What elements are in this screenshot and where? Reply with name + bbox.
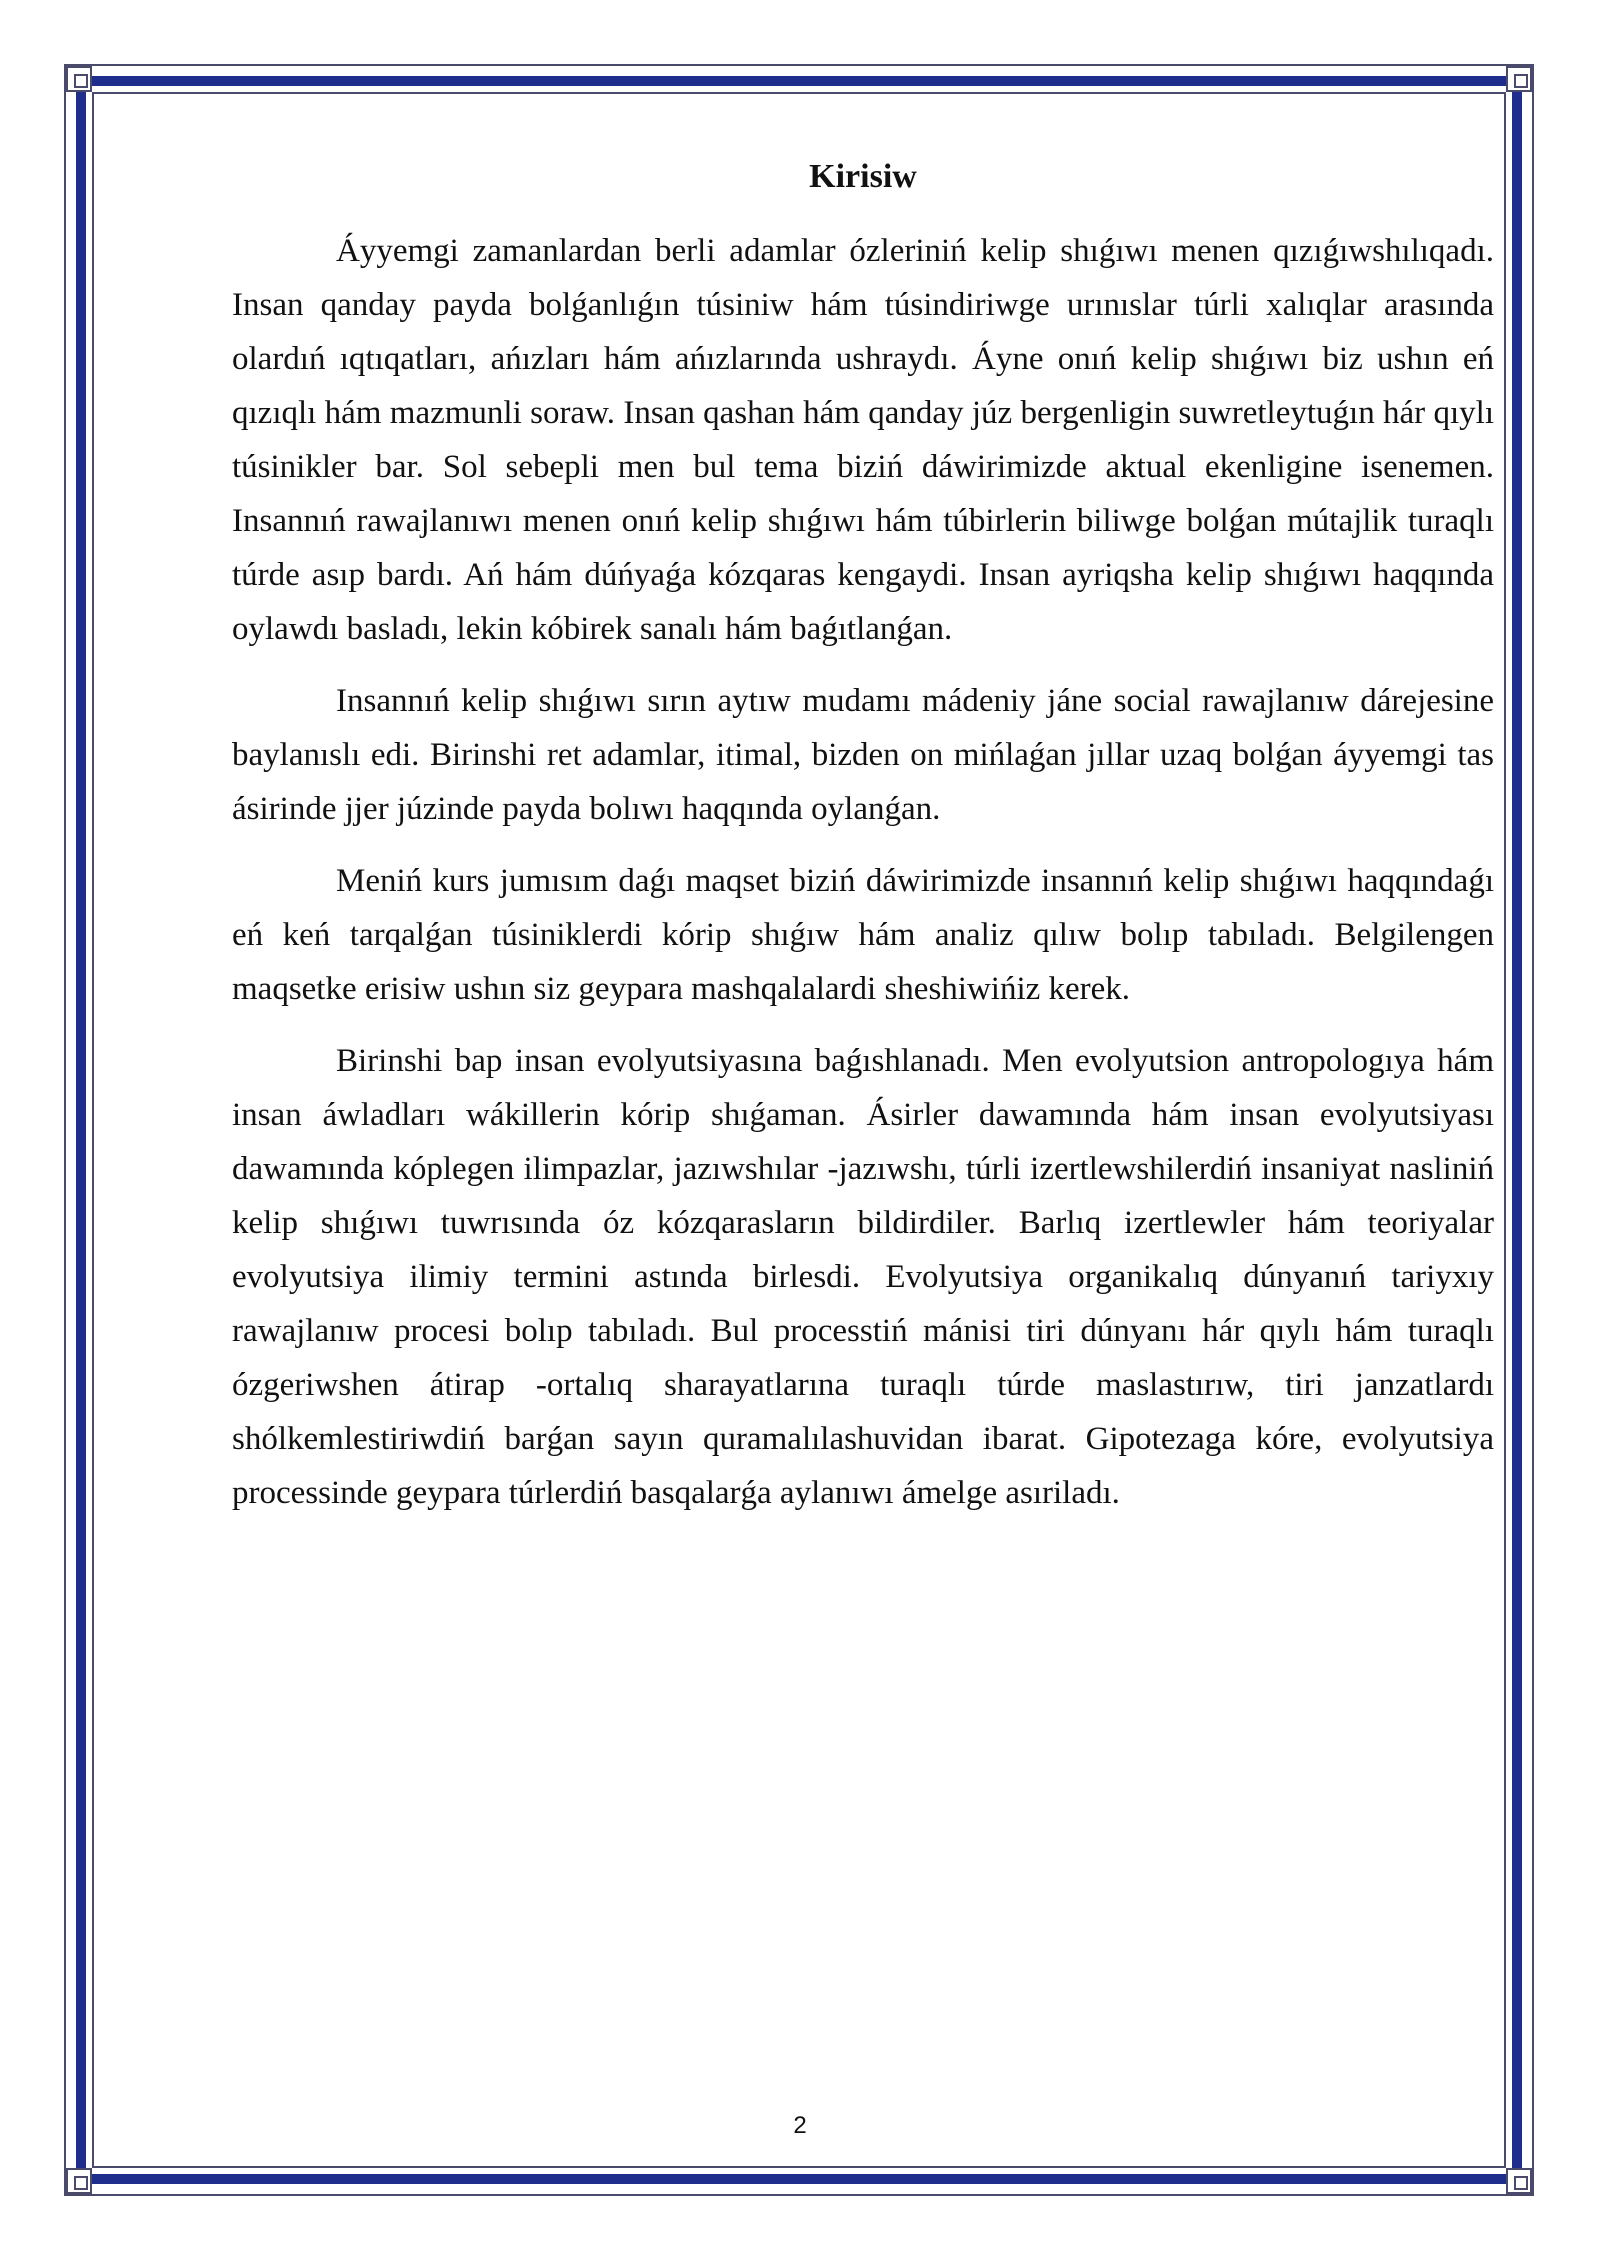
border-corner-ornament [66,66,92,92]
page-number: 2 [793,2112,807,2139]
border-corner-ornament [1506,2168,1532,2194]
paragraph: Birinshi bap insan evolyutsiyasına baǵıshlanadı. Men evolyutsion antropologıya hám insan áwladları wákillerin kórip shıǵaman. Ásirler dawamında hám insan evolyutsiyası dawamında kóplegen ilimpazlar, jazıwshılar -jazıwshı, túrli izertlewshilerdiń insaniyat nasliniń kelip shıǵıwı tuwrısında óz kózqarasların bildirdiler. Barlıq izertlewler hám teoriyalar evolyutsiya ilimiy termini astında birlesdi. Evolyutsiya organikalıq dúnyanıń tariyxıy rawajlanıw procesi bolıp tabıladı. Bul processtiń mánisi tiri dúnyanı hár qıylı hám turaqlı ózgeriwshen átirap -ortalıq sharayatlarına turaqlı túrde maslastırıw, tiri janzatlardı shólkemlestiriwdiń barǵan sayın quramalılashuvidan ibarat. Gipotezaga kóre, evolyutsiya processinde geypara túrlerdiń basqalarǵa aylanıwı ámelge asıriladı. [232,1043,1494,1511]
document-title: Kirisiw [809,158,917,195]
paragraph: Meniń kurs jumısım daǵı maqset biziń dáwirimizde insannıń kelip shıǵıwı haqqındaǵı eń keń tarqalǵan túsiniklerdi kórip shıǵıw hám analiz qılıw bolıp tabıladı. Belgilengen maqsetke erisiw ushın siz geypara mashqalalardi sheshiwińiz kerek. [232,863,1494,1007]
document-body [232,150,1494,1538]
paragraph: Áyyemgi zamanlardan berli adamlar ózleriniń kelip shıǵıwı menen qızıǵıwshılıqadı. Insan qanday payda bolǵanlıǵın túsiniw hám túsindiriwge urınıslar túrli xalıqlar arasında olardıń ıqtıqatları, ańızları hám ańızlarında ushraydı. Áyne onıń kelip shıǵıwı biz ushın eń qızıqlı hám mazmunli soraw. Insan qashan hám qanday júz bergenligin suwretleytuǵın hár qıylı túsinikler bar. Sol sebepli men bul tema biziń dáwirimizde aktual ekenligine isenemen. Insannıń rawajlanıwı menen onıń kelip shıǵıwı hám túbirlerin biliwge bolǵan mútajlik turaqlı túrde asıp bardı. Ań hám dúńyaǵa kózqaras kengaydi. Insan ayriqsha kelip shıǵıwı haqqında oylawdı basladı, lekin kóbirek sanalı hám baǵıtlanǵan. [232,233,1494,647]
border-corner-ornament [1506,66,1532,92]
border-corner-ornament [66,2168,92,2194]
paragraph: Insannıń kelip shıǵıwı sırın aytıw mudamı mádeniy jáne social rawajlanıw dárejesine baylanıslı edi. Birinshi ret adamlar, itimal, bizden on mińlaǵan jıllar uzaq bolǵan áyyemgi tas ásirinde jjer júzinde payda bolıwı haqqında oylanǵan. [232,683,1494,827]
